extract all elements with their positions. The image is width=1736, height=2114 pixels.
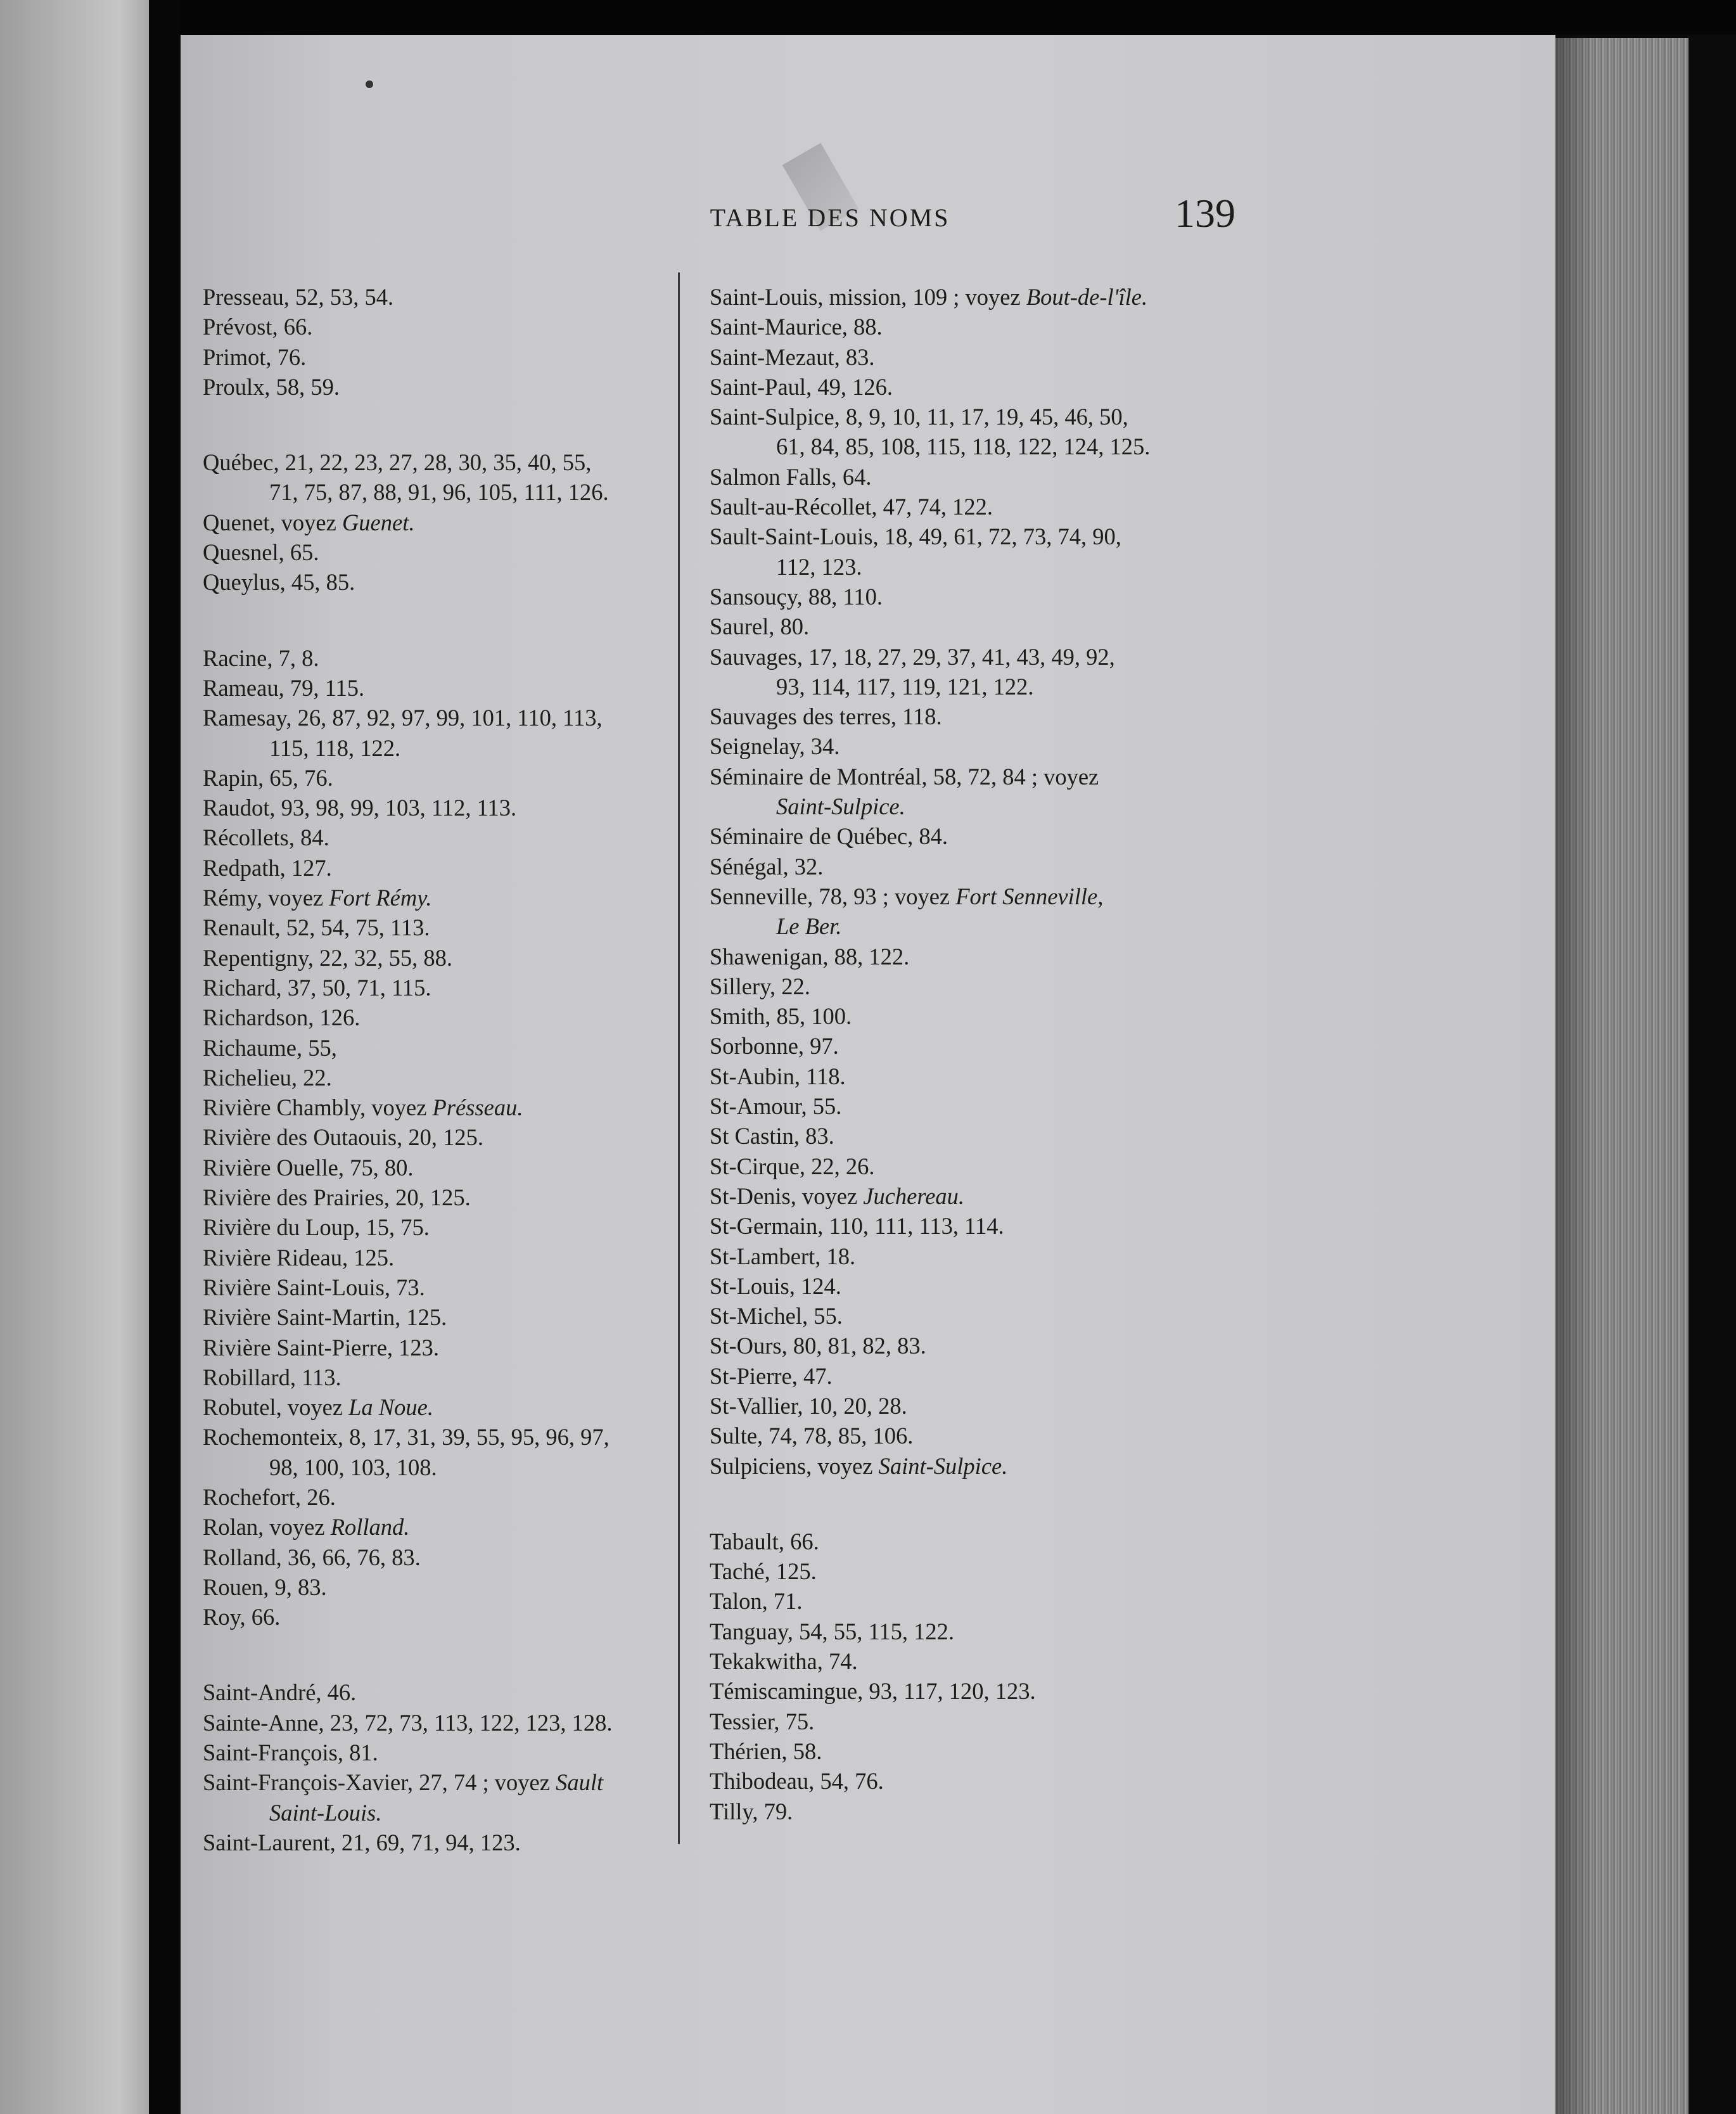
entry-text: Repentigny, 22, 32, 55, 88. [203, 944, 453, 971]
entry-text: St-Ours, 80, 81, 82, 83. [710, 1333, 926, 1359]
index-entry [710, 1151, 1384, 1181]
index-entry [710, 1586, 1384, 1616]
entry-text: Sénégal, 32. [710, 853, 824, 880]
cross-reference: Bout-de-l'île. [1026, 284, 1148, 310]
entry-text: Rivière Rideau, 125. [203, 1244, 395, 1271]
index-entry [710, 1617, 1384, 1646]
index-entry [710, 1646, 1384, 1676]
entry-text: Sorbonne, 97. [710, 1033, 839, 1060]
entry-text: Sauvages, 17, 18, 27, 29, 37, 41, 43, 49, 92, [710, 643, 1115, 670]
entry-text: Sainte-Anne, 23, 72, 73, 113, 122, 123, 128. [203, 1709, 613, 1736]
entry-text: Richardson, 126. [203, 1004, 361, 1031]
entry-text: Primot, 76. [203, 343, 307, 370]
entry-text: Thérien, 58. [710, 1738, 822, 1764]
index-entry [710, 492, 1384, 522]
entry-text: Quesnel, 65. [203, 539, 319, 566]
cross-reference: Fort Senneville, [955, 883, 1104, 909]
cross-reference: La Noue. [348, 1394, 433, 1421]
entry-text: Thibodeau, 54, 76. [710, 1768, 884, 1795]
entry-text: Rivière Chambly, voyez [203, 1094, 433, 1121]
entry-text: Smith, 85, 100. [710, 1003, 852, 1030]
entry-text: Saint-Sulpice, 8, 9, 10, 11, 17, 19, 45, 46, 50, [710, 404, 1128, 430]
index-entry [710, 582, 1384, 612]
cross-reference: Juchereau. [863, 1182, 965, 1209]
entry-text: Témiscamingue, 93, 117, 120, 123. [710, 1678, 1036, 1705]
index-entry [710, 1391, 1384, 1421]
index-entry [710, 522, 1384, 551]
index-entry [710, 701, 1384, 731]
entry-text: Sulte, 74, 78, 85, 106. [710, 1423, 914, 1449]
entry-text: St-Lambert, 18. [710, 1243, 856, 1269]
index-entry [710, 1181, 1384, 1211]
cross-reference: Sault [556, 1769, 604, 1796]
entry-text: Salmon Falls, 64. [710, 463, 872, 490]
index-entry [710, 1707, 1384, 1736]
column-divider [678, 272, 680, 1844]
cross-reference: Le Ber. [776, 913, 842, 940]
entry-text: Saint-André, 46. [203, 1679, 357, 1706]
page-stack-shadow [1555, 38, 1593, 2114]
entry-text: Robutel, voyez [203, 1394, 349, 1421]
cross-reference: Présseau. [432, 1094, 523, 1121]
index-entry [710, 402, 1384, 432]
index-entry [710, 1091, 1384, 1121]
entry-text: Rochefort, 26. [203, 1483, 336, 1510]
entry-text: St-Louis, 124. [710, 1272, 841, 1299]
index-entry [710, 342, 1384, 372]
entry-text: Saurel, 80. [710, 613, 810, 640]
entry-text: Richelieu, 22. [203, 1064, 332, 1091]
entry-text: Rochemonteix, 8, 17, 31, 39, 55, 95, 96, 97, [203, 1424, 610, 1451]
index-entry [710, 312, 1384, 342]
entry-text: Rameau, 79, 115. [203, 674, 365, 701]
entry-text: Sillery, 22. [710, 973, 810, 999]
index-entry [710, 1527, 1384, 1556]
index-entry [710, 1301, 1384, 1331]
entry-text: Roy, 66. [203, 1604, 281, 1630]
entry-text: Richard, 37, 50, 71, 115. [203, 974, 431, 1001]
entry-text: Séminaire de Québec, 84. [710, 823, 948, 850]
entry-text: Tabault, 66. [710, 1528, 819, 1554]
page-number: 139 [1175, 191, 1235, 236]
entry-text: Rivière du Loup, 15, 75. [203, 1214, 430, 1241]
entry-text: Saint-Laurent, 21, 69, 71, 94, 123. [203, 1829, 521, 1855]
cross-reference: Guenet. [341, 509, 415, 535]
entry-text: Taché, 125. [710, 1558, 817, 1585]
index-entry [710, 1001, 1384, 1031]
entry-text: St-Cirque, 22, 26. [710, 1153, 875, 1179]
entry-text: Racine, 7, 8. [203, 644, 319, 671]
entry-text: Sansouçy, 88, 110. [710, 583, 883, 610]
cross-reference: Fort Rémy. [329, 885, 432, 911]
entry-text: Raudot, 93, 98, 99, 103, 112, 113. [203, 795, 517, 821]
entry-text: Robillard, 113. [203, 1364, 341, 1390]
entry-text: St-Germain, 110, 111, 113, 114. [710, 1213, 1004, 1240]
entry-text: St-Amour, 55. [710, 1093, 842, 1120]
entry-text: Rivière des Prairies, 20, 125. [203, 1184, 471, 1211]
index-entry [710, 1421, 1384, 1451]
entry-text: Rivière Saint-Martin, 125. [203, 1304, 447, 1331]
index-entry [710, 282, 1384, 312]
cross-reference: Rolland. [330, 1514, 410, 1541]
index-entry-continuation [710, 791, 1384, 821]
entry-text: St-Aubin, 118. [710, 1063, 846, 1089]
entry-text: 93, 114, 117, 119, 121, 122. [776, 673, 1034, 700]
index-entry [710, 1361, 1384, 1391]
index-entry-continuation [710, 672, 1384, 701]
index-entry [710, 1331, 1384, 1361]
index-entry [710, 612, 1384, 641]
entry-text: Tanguay, 54, 55, 115, 122. [710, 1618, 955, 1644]
entry-text: Récollets, 84. [203, 824, 329, 851]
section-gap [710, 1481, 1384, 1527]
entry-text: Sulpiciens, voyez [710, 1452, 879, 1479]
entry-text: Quenet, voyez [203, 509, 342, 535]
entry-text: Proulx, 58, 59. [203, 373, 340, 400]
entry-text: Queylus, 45, 85. [203, 569, 355, 596]
index-entry-continuation [710, 552, 1384, 582]
entry-text: St Castin, 83. [710, 1123, 834, 1150]
running-header: TABLE DES NOMS [710, 203, 950, 232]
index-entry [710, 821, 1384, 851]
entry-text: Saint-Louis, mission, 109 ; voyez [710, 284, 1026, 310]
index-column-right [710, 282, 1384, 1826]
index-entry [710, 881, 1384, 911]
entry-text: Rivière Saint-Pierre, 123. [203, 1334, 440, 1361]
entry-text: St-Vallier, 10, 20, 28. [710, 1392, 907, 1419]
entry-text: Saint-François-Xavier, 27, 74 ; voyez [203, 1769, 556, 1796]
index-entry [710, 1676, 1384, 1706]
entry-text: Saint-Maurice, 88. [710, 314, 883, 340]
entry-text: 115, 118, 122. [269, 734, 401, 761]
entry-text: Rolan, voyez [203, 1514, 331, 1541]
entry-text: Rivière des Outaouis, 20, 125. [203, 1124, 484, 1151]
index-entry [710, 762, 1384, 791]
index-entry [710, 1121, 1384, 1151]
index-entry [710, 1241, 1384, 1271]
top-border [181, 0, 1736, 35]
entry-text: Shawenigan, 88, 122. [710, 943, 910, 970]
index-entry [710, 1766, 1384, 1796]
index-entry [710, 971, 1384, 1001]
index-entry [710, 852, 1384, 881]
entry-text: Rolland, 36, 66, 76, 83. [203, 1544, 421, 1570]
entry-text: Séminaire de Montréal, 58, 72, 84 ; voyez [710, 763, 1099, 790]
entry-text: Redpath, 127. [203, 854, 332, 881]
entry-text: 71, 75, 87, 88, 91, 96, 105, 111, 126. [269, 479, 609, 506]
entry-text: Richaume, 55, [203, 1034, 337, 1061]
index-entry [710, 372, 1384, 402]
entry-text: Tessier, 75. [710, 1708, 815, 1734]
entry-text: Rivière Ouelle, 75, 80. [203, 1154, 414, 1181]
entry-text: Sault-Saint-Louis, 18, 49, 61, 72, 73, 74, 90, [710, 523, 1121, 550]
entry-text: Tekakwitha, 74. [710, 1648, 858, 1675]
index-entry [710, 1031, 1384, 1061]
ink-speck [366, 80, 373, 88]
index-entry [710, 942, 1384, 971]
index-entry [710, 1736, 1384, 1766]
entry-text: Rémy, voyez [203, 885, 329, 911]
entry-text: Tilly, 79. [710, 1798, 793, 1824]
entry-text: Talon, 71. [710, 1588, 803, 1615]
entry-text: Ramesay, 26, 87, 92, 97, 99, 101, 110, 113, [203, 705, 603, 731]
entry-text: 61, 84, 85, 108, 115, 118, 122, 124, 125. [776, 433, 1151, 460]
entry-text: 112, 123. [776, 553, 862, 580]
entry-text: St-Denis, voyez [710, 1182, 864, 1209]
entry-text: Sauvages des terres, 118. [710, 703, 942, 730]
index-entry [710, 731, 1384, 761]
cross-reference: Saint-Louis. [269, 1799, 382, 1826]
entry-text: St-Pierre, 47. [710, 1362, 833, 1389]
index-entry-continuation [710, 911, 1384, 941]
index-entry [710, 1271, 1384, 1301]
entry-text: 98, 100, 103, 108. [269, 1454, 437, 1480]
entry-text: Renault, 52, 54, 75, 113. [203, 914, 430, 941]
index-entry-continuation [710, 432, 1384, 461]
book-gutter [149, 0, 181, 2114]
entry-text: Québec, 21, 22, 23, 27, 28, 30, 35, 40, 55, [203, 449, 592, 476]
index-entry [203, 1828, 855, 1857]
index-entry [710, 642, 1384, 672]
entry-text: Saint-Mezaut, 83. [710, 343, 875, 370]
index-entry [710, 1451, 1384, 1481]
entry-text: Rivière Saint-Louis, 73. [203, 1274, 425, 1300]
entry-text: St-Michel, 55. [710, 1303, 843, 1329]
left-page-edge [0, 0, 149, 2114]
index-entry [710, 1211, 1384, 1241]
entry-text: Presseau, 52, 53, 54. [203, 284, 394, 310]
entry-text: Prévost, 66. [203, 314, 313, 340]
entry-text: Rapin, 65, 76. [203, 764, 333, 791]
index-entry [710, 1556, 1384, 1586]
index-entry [710, 1061, 1384, 1091]
entry-text: Senneville, 78, 93 ; voyez [710, 883, 956, 909]
entry-text: Seignelay, 34. [710, 733, 840, 760]
entry-text: Saint-Paul, 49, 126. [710, 373, 893, 400]
index-entry [710, 462, 1384, 492]
entry-text: Saint-François, 81. [203, 1739, 378, 1766]
cross-reference: Saint-Sulpice. [776, 793, 905, 820]
entry-text: Rouen, 9, 83. [203, 1573, 327, 1600]
entry-text: Sault-au-Récollet, 47, 74, 122. [710, 494, 993, 520]
index-entry [710, 1797, 1384, 1826]
cross-reference: Saint-Sulpice. [878, 1452, 1008, 1479]
